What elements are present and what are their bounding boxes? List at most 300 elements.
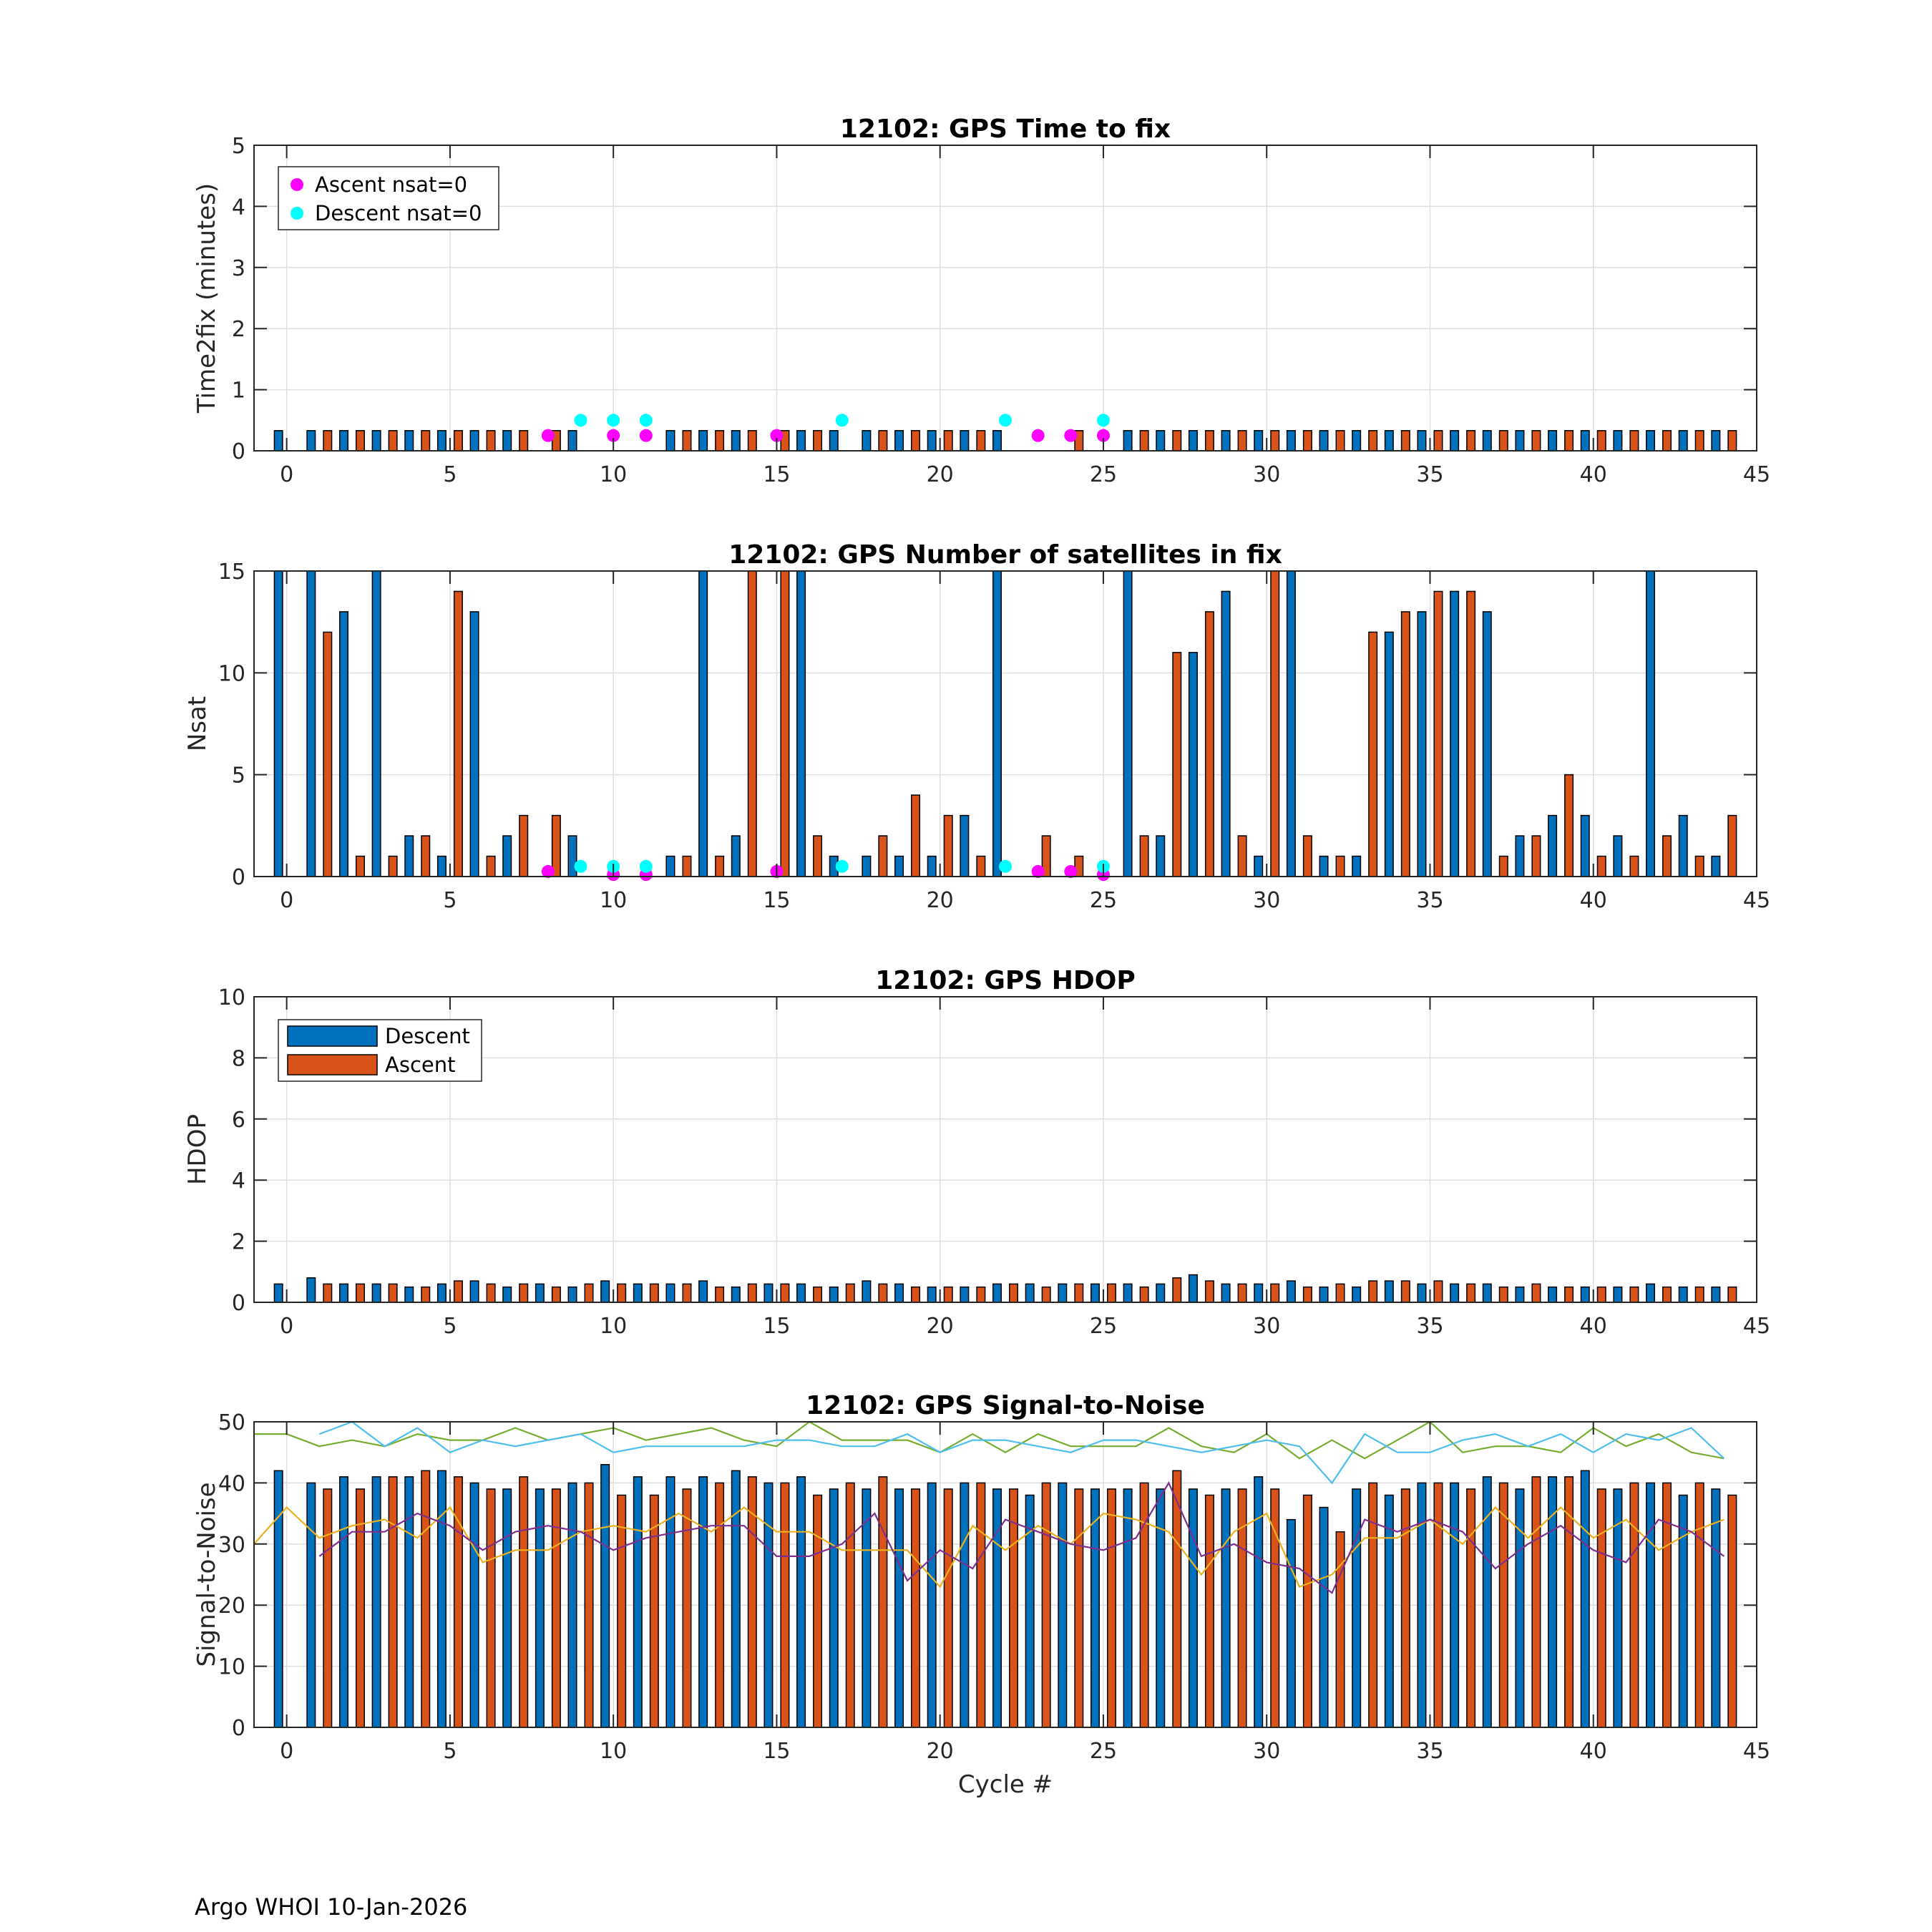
bar-ascent <box>1206 1495 1214 1727</box>
legend-label: Ascent <box>385 1053 456 1077</box>
bar-descent <box>1679 1287 1687 1302</box>
bar-descent <box>1483 1284 1492 1302</box>
bar-descent <box>601 1465 610 1727</box>
bar-ascent <box>1336 1284 1345 1302</box>
bar-ascent <box>1663 1287 1672 1302</box>
bar-descent <box>1319 431 1328 451</box>
bar-descent <box>503 431 512 451</box>
bar-ascent <box>650 1495 659 1727</box>
bar-ascent <box>944 1489 952 1727</box>
bar-descent <box>634 1284 643 1302</box>
bar-descent <box>1712 431 1720 451</box>
x-tick-label: 40 <box>1579 1314 1607 1339</box>
bar-descent <box>1287 431 1296 451</box>
bar-descent <box>699 431 708 451</box>
bar-descent <box>732 1287 741 1302</box>
bar-descent <box>470 1281 479 1302</box>
bar-ascent <box>1402 1489 1410 1727</box>
bar-descent <box>438 431 447 451</box>
bar-descent <box>503 1287 512 1302</box>
marker-descent-nsat0 <box>836 414 849 426</box>
bar-ascent <box>1075 1284 1083 1302</box>
bar-descent <box>829 1489 838 1727</box>
bar-descent <box>307 571 316 877</box>
bar-ascent <box>1304 1287 1312 1302</box>
bar-descent <box>405 431 414 451</box>
bar-descent <box>274 1470 283 1727</box>
legend-label: Descent nsat=0 <box>315 201 482 225</box>
bar-ascent <box>323 431 332 451</box>
bar-ascent <box>781 571 789 877</box>
bar-descent <box>372 431 381 451</box>
bar-descent <box>536 1284 545 1302</box>
bar-descent <box>1581 1470 1589 1727</box>
y-tick-label: 15 <box>218 560 245 585</box>
bar-ascent <box>1140 1287 1148 1302</box>
y-axis-label: HDOP <box>183 1113 212 1186</box>
x-tick-label: 0 <box>280 462 294 487</box>
x-tick-label: 30 <box>1253 1314 1281 1339</box>
x-tick-label: 35 <box>1416 888 1444 913</box>
bar-descent <box>1418 1284 1426 1302</box>
bar-ascent <box>356 1284 365 1302</box>
bar-ascent <box>650 1284 659 1302</box>
bar-descent <box>1156 1284 1165 1302</box>
bar-ascent <box>323 1489 332 1727</box>
bar-descent <box>862 857 871 877</box>
y-tick-label: 10 <box>218 661 245 687</box>
x-tick-label: 5 <box>443 462 457 487</box>
bar-ascent <box>1630 431 1639 451</box>
y-tick-label: 30 <box>218 1532 245 1558</box>
bar-ascent <box>814 1495 822 1727</box>
x-tick-label: 20 <box>926 888 954 913</box>
bar-descent <box>895 1284 904 1302</box>
bar-descent <box>1614 1287 1622 1302</box>
marker-ascent-nsat0 <box>542 429 555 442</box>
bar-descent <box>1516 1287 1524 1302</box>
bar-ascent <box>1467 591 1475 877</box>
bar-ascent <box>846 1284 854 1302</box>
bar-descent <box>1189 431 1198 451</box>
bar-ascent <box>487 1284 495 1302</box>
bar-descent <box>1254 1284 1263 1302</box>
bar-descent <box>438 1284 447 1302</box>
bar-ascent <box>977 431 985 451</box>
marker-ascent-nsat0 <box>640 429 653 442</box>
bar-ascent <box>1369 1483 1377 1727</box>
bar-ascent <box>585 1483 593 1727</box>
bar-ascent <box>1695 431 1704 451</box>
bar-descent <box>1025 1284 1034 1302</box>
bar-descent <box>1516 431 1524 451</box>
bar-ascent <box>1597 1287 1606 1302</box>
marker-descent-nsat0 <box>836 860 849 873</box>
bar-ascent <box>1369 632 1377 877</box>
bar-descent <box>1156 836 1165 877</box>
bar-ascent <box>1630 857 1639 877</box>
bar-ascent <box>389 1284 397 1302</box>
y-tick-label: 40 <box>218 1471 245 1497</box>
bar-ascent <box>1238 431 1246 451</box>
bar-ascent <box>912 1489 920 1727</box>
bar-descent <box>1385 1281 1394 1302</box>
bar-descent <box>1287 1281 1296 1302</box>
x-tick-label: 10 <box>600 1739 628 1764</box>
bar-descent <box>307 1483 316 1727</box>
bar-descent <box>274 571 283 877</box>
y-axis-label: Nsat <box>183 696 212 752</box>
bar-ascent <box>879 836 887 877</box>
y-axis-label: Signal-to-Noise <box>192 1482 221 1667</box>
bar-descent <box>797 431 806 451</box>
bar-descent <box>1450 1284 1459 1302</box>
legend-swatch-descent <box>288 1026 377 1046</box>
bar-ascent <box>1532 1477 1541 1727</box>
bar-ascent <box>977 1287 985 1302</box>
bar-descent <box>960 1483 969 1727</box>
bar-descent <box>405 1287 414 1302</box>
bar-descent <box>470 431 479 451</box>
bar-descent <box>993 571 1002 877</box>
bar-descent <box>1712 857 1720 877</box>
bar-ascent <box>1565 431 1574 451</box>
marker-descent-nsat0 <box>1097 414 1110 426</box>
legend <box>278 167 499 230</box>
bar-ascent <box>389 1477 397 1727</box>
x-tick-label: 20 <box>926 1314 954 1339</box>
bar-descent <box>340 431 348 451</box>
bar-ascent <box>618 1495 626 1727</box>
bar-ascent <box>977 1483 985 1727</box>
bar-descent <box>1287 1520 1296 1727</box>
bar-ascent <box>1010 1489 1018 1727</box>
bar-descent <box>1679 816 1687 877</box>
bar-ascent <box>421 1287 430 1302</box>
bar-descent <box>438 857 447 877</box>
bar-descent <box>1450 431 1459 451</box>
bar-descent <box>1221 591 1230 877</box>
bar-descent <box>797 1477 806 1727</box>
marker-descent-nsat0 <box>607 414 620 426</box>
bar-descent <box>1548 1287 1557 1302</box>
bar-descent <box>1221 1284 1230 1302</box>
bar-ascent <box>1075 1489 1083 1727</box>
bar-descent <box>829 431 838 451</box>
bar-descent <box>1483 612 1492 877</box>
bar-ascent <box>781 1284 789 1302</box>
y-tick-label: 10 <box>218 985 245 1010</box>
footer-text: Argo WHOI 10-Jan-2026 <box>195 1893 468 1921</box>
y-tick-label: 0 <box>231 1716 245 1741</box>
marker-descent-nsat0 <box>640 414 653 426</box>
bar-ascent <box>977 857 985 877</box>
bar-ascent <box>879 1284 887 1302</box>
x-tick-label: 45 <box>1742 888 1771 913</box>
x-tick-label: 30 <box>1253 888 1281 913</box>
bar-ascent <box>1434 431 1443 451</box>
bar-ascent <box>421 836 430 877</box>
bar-ascent <box>1728 1287 1737 1302</box>
bar-ascent <box>454 591 463 877</box>
bar-descent <box>960 1287 969 1302</box>
x-tick-label: 40 <box>1579 888 1607 913</box>
bar-descent <box>503 836 512 877</box>
chart-ttf <box>192 114 1770 487</box>
bar-ascent <box>879 1477 887 1727</box>
marker-descent-nsat0 <box>999 414 1012 426</box>
bar-ascent <box>1500 1483 1508 1727</box>
y-tick-label: 6 <box>231 1107 245 1133</box>
y-tick-label: 10 <box>218 1654 245 1680</box>
bar-descent <box>927 1287 936 1302</box>
bar-ascent <box>1532 1284 1541 1302</box>
bar-descent <box>960 816 969 877</box>
bar-ascent <box>748 1284 757 1302</box>
bar-ascent <box>1402 1281 1410 1302</box>
bar-ascent <box>356 431 365 451</box>
y-tick-label: 3 <box>231 255 245 281</box>
marker-ascent-nsat0 <box>1064 429 1077 442</box>
bar-descent <box>340 612 348 877</box>
x-tick-label: 25 <box>1089 1314 1118 1339</box>
bar-descent <box>1352 1287 1361 1302</box>
bar-descent <box>1319 857 1328 877</box>
bar-ascent <box>944 816 952 877</box>
bar-ascent <box>1206 431 1214 451</box>
bar-descent <box>1156 1489 1165 1727</box>
bar-descent <box>470 612 479 877</box>
marker-descent-nsat0 <box>575 860 587 873</box>
bar-descent <box>1189 1275 1198 1302</box>
bar-ascent <box>1663 431 1672 451</box>
y-tick-label: 8 <box>231 1046 245 1072</box>
bar-ascent <box>1173 653 1181 877</box>
bar-descent <box>829 1287 838 1302</box>
bar-descent <box>405 1477 414 1727</box>
x-tick-label: 5 <box>443 888 457 913</box>
bar-ascent <box>1042 1483 1050 1727</box>
x-tick-label: 40 <box>1579 462 1607 487</box>
chart-hdop <box>183 966 1770 1339</box>
bar-ascent <box>1728 1495 1737 1727</box>
x-tick-label: 30 <box>1253 462 1281 487</box>
bar-descent <box>503 1489 512 1727</box>
bar-ascent <box>1238 836 1246 877</box>
bar-ascent <box>389 857 397 877</box>
bar-ascent <box>1597 1489 1606 1727</box>
y-tick-label: 4 <box>231 195 245 220</box>
bar-ascent <box>781 1483 789 1727</box>
bar-ascent <box>1271 1284 1279 1302</box>
bar-ascent <box>1304 836 1312 877</box>
bar-descent <box>470 1483 479 1727</box>
bar-descent <box>1319 1508 1328 1727</box>
bar-descent <box>993 1489 1002 1727</box>
bar-descent <box>1254 431 1263 451</box>
x-tick-label: 10 <box>600 462 628 487</box>
bar-descent <box>764 1284 773 1302</box>
y-tick-label: 0 <box>231 1291 245 1316</box>
bar-descent <box>1548 816 1557 877</box>
bar-ascent <box>1402 431 1410 451</box>
legend-marker-descent <box>291 207 303 220</box>
bar-ascent <box>389 431 397 451</box>
bar-descent <box>1483 431 1492 451</box>
bar-ascent <box>1271 571 1279 877</box>
bar-descent <box>307 1278 316 1302</box>
bar-ascent <box>1500 1287 1508 1302</box>
bar-descent <box>1516 1489 1524 1727</box>
bar-ascent <box>1565 1287 1574 1302</box>
bar-ascent <box>454 1281 463 1302</box>
bar-descent <box>1123 1284 1132 1302</box>
bar-descent <box>536 1489 545 1727</box>
bar-ascent <box>552 1287 561 1302</box>
bar-descent <box>1123 571 1132 877</box>
bar-ascent <box>421 431 430 451</box>
bar-ascent <box>1369 431 1377 451</box>
bar-ascent <box>552 1489 561 1727</box>
bar-descent <box>797 1284 806 1302</box>
bar-descent <box>862 1281 871 1302</box>
bar-descent <box>1254 857 1263 877</box>
bar-descent <box>666 857 675 877</box>
bar-ascent <box>683 1284 691 1302</box>
bar-ascent <box>1434 591 1443 877</box>
bar-descent <box>1189 653 1198 877</box>
bar-descent <box>699 571 708 877</box>
bar-descent <box>1712 1489 1720 1727</box>
bar-descent <box>1156 431 1165 451</box>
x-tick-label: 15 <box>763 1314 791 1339</box>
bar-descent <box>372 571 381 877</box>
bar-ascent <box>1663 1483 1672 1727</box>
y-tick-label: 2 <box>231 1229 245 1255</box>
bar-ascent <box>1467 1284 1475 1302</box>
bar-ascent <box>748 571 757 877</box>
bar-descent <box>1123 1489 1132 1727</box>
bar-descent <box>568 1287 577 1302</box>
bar-descent <box>1319 1287 1328 1302</box>
x-tick-label: 0 <box>280 888 294 913</box>
bar-ascent <box>519 431 528 451</box>
bar-descent <box>862 431 871 451</box>
bar-descent <box>340 1477 348 1727</box>
bar-ascent <box>716 1483 724 1727</box>
bar-descent <box>340 1284 348 1302</box>
bar-descent <box>274 431 283 451</box>
x-tick-label: 10 <box>600 888 628 913</box>
bar-ascent <box>1108 1284 1116 1302</box>
bar-ascent <box>487 431 495 451</box>
x-tick-label: 25 <box>1089 888 1118 913</box>
plot-area <box>254 1422 1757 1727</box>
bar-ascent <box>1304 1495 1312 1727</box>
bar-descent <box>666 431 675 451</box>
bar-ascent <box>1108 1489 1116 1727</box>
bar-descent <box>1254 1477 1263 1727</box>
bar-ascent <box>1663 836 1672 877</box>
x-tick-label: 30 <box>1253 1739 1281 1764</box>
y-tick-label: 2 <box>231 317 245 343</box>
legend <box>278 1020 482 1081</box>
bar-ascent <box>618 1284 626 1302</box>
bar-ascent <box>1140 836 1148 877</box>
x-tick-label: 25 <box>1089 1739 1118 1764</box>
bar-descent <box>1581 431 1589 451</box>
bar-descent <box>666 1284 675 1302</box>
marker-ascent-nsat0 <box>1032 429 1045 442</box>
bar-descent <box>438 1470 447 1727</box>
bar-descent <box>666 1477 675 1727</box>
bar-ascent <box>1042 1287 1050 1302</box>
x-tick-label: 35 <box>1416 1739 1444 1764</box>
bar-ascent <box>944 1287 952 1302</box>
bar-descent <box>1581 1287 1589 1302</box>
x-tick-label: 15 <box>763 462 791 487</box>
bar-descent <box>1712 1287 1720 1302</box>
legend-marker-ascent <box>291 178 303 191</box>
x-tick-label: 20 <box>926 1739 954 1764</box>
bar-ascent <box>519 1284 528 1302</box>
x-tick-label: 20 <box>926 462 954 487</box>
bar-descent <box>797 571 806 877</box>
bar-ascent <box>814 1287 822 1302</box>
bar-descent <box>372 1477 381 1727</box>
bar-ascent <box>1271 431 1279 451</box>
bar-descent <box>568 836 577 877</box>
bar-ascent <box>814 836 822 877</box>
bar-ascent <box>1140 431 1148 451</box>
bar-ascent <box>519 816 528 877</box>
bar-descent <box>1614 836 1622 877</box>
bar-descent <box>927 431 936 451</box>
bar-descent <box>1352 431 1361 451</box>
bar-descent <box>732 431 741 451</box>
bar-descent <box>1385 632 1394 877</box>
bar-ascent <box>683 1489 691 1727</box>
y-tick-label: 5 <box>231 763 245 789</box>
bar-descent <box>993 431 1002 451</box>
bar-descent <box>1091 1284 1100 1302</box>
bar-ascent <box>1532 431 1541 451</box>
bar-descent <box>568 431 577 451</box>
bar-ascent <box>421 1470 430 1727</box>
bar-descent <box>1418 612 1426 877</box>
chart-nsat <box>183 540 1770 913</box>
bar-ascent <box>1500 857 1508 877</box>
bar-ascent <box>1206 612 1214 877</box>
legend-label: Descent <box>385 1024 470 1048</box>
bar-ascent <box>683 857 691 877</box>
bar-descent <box>1450 591 1459 877</box>
x-tick-label: 15 <box>763 888 791 913</box>
chart-title: 12102: GPS HDOP <box>875 966 1136 995</box>
bar-descent <box>1646 571 1655 877</box>
bar-descent <box>1418 431 1426 451</box>
x-tick-label: 5 <box>443 1314 457 1339</box>
bar-descent <box>634 1477 643 1727</box>
bar-descent <box>405 836 414 877</box>
x-tick-label: 0 <box>280 1739 294 1764</box>
bar-ascent <box>1238 1284 1246 1302</box>
x-tick-label: 5 <box>443 1739 457 1764</box>
bar-descent <box>895 1489 904 1727</box>
bar-ascent <box>1500 431 1508 451</box>
bar-descent <box>1679 431 1687 451</box>
y-tick-label: 20 <box>218 1594 245 1619</box>
